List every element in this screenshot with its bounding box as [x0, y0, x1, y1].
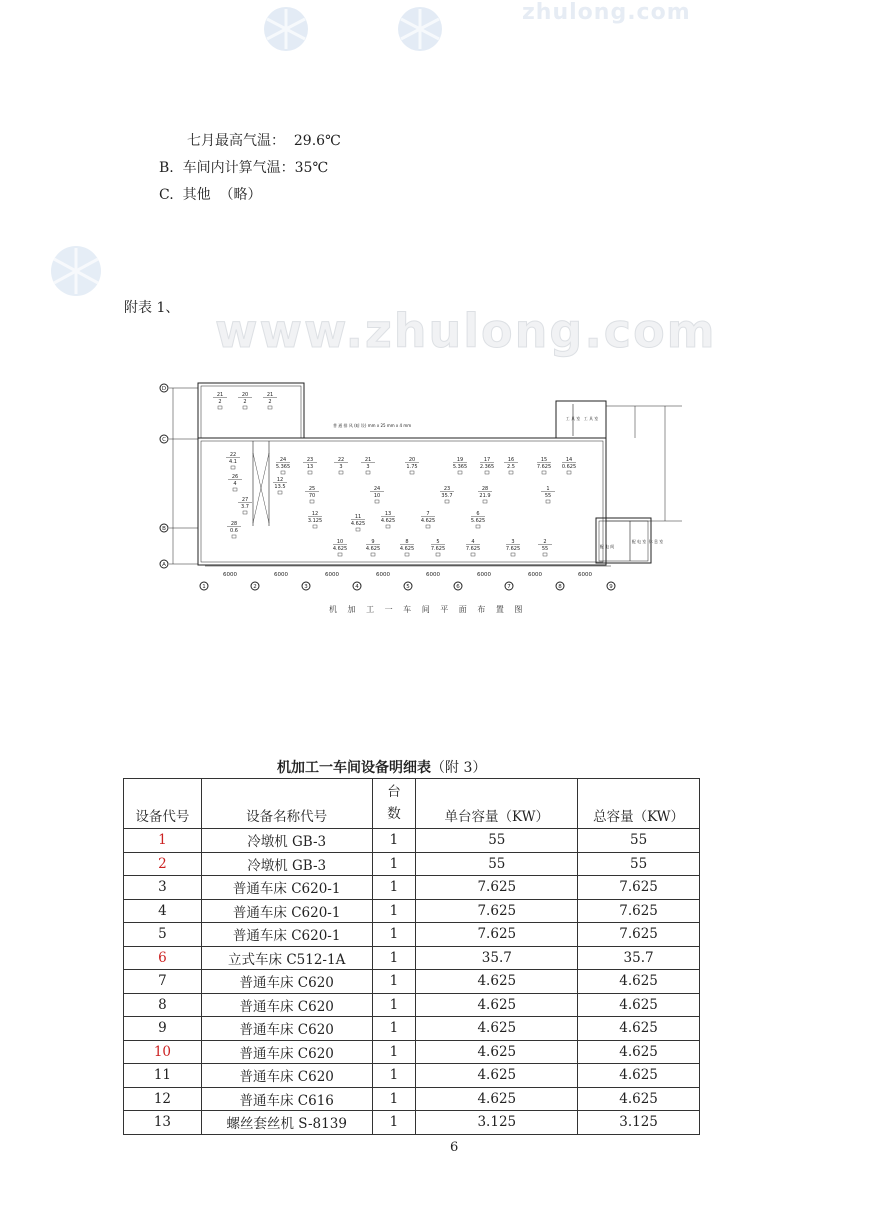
cell-code: 12	[124, 1087, 202, 1111]
axis-label-d: D	[161, 386, 167, 392]
svg-text:22: 22	[229, 452, 237, 458]
snowflake-watermark-icon	[252, 0, 320, 58]
machine-marker	[213, 392, 227, 409]
svg-text:2: 2	[543, 539, 547, 545]
svg-text:配 电 间: 配 电 间	[599, 544, 615, 549]
svg-text:24: 24	[279, 457, 287, 463]
machine-marker	[333, 539, 347, 556]
cell-unit: 55	[416, 852, 578, 876]
cell-name: 普通车床 C620	[201, 993, 372, 1017]
machine-marker	[541, 486, 555, 503]
machine-marker	[370, 486, 384, 503]
cell-count: 1	[372, 1040, 416, 1064]
cell-total: 35.7	[578, 946, 700, 970]
svg-text:17: 17	[483, 457, 491, 463]
svg-text:2: 2	[218, 399, 222, 405]
machine-marker	[303, 457, 317, 474]
svg-text:55: 55	[541, 546, 549, 552]
machine-marker	[504, 457, 518, 474]
svg-text:0.6: 0.6	[230, 528, 238, 534]
header-count: 台 数	[372, 779, 416, 829]
machine-marker	[562, 457, 576, 474]
svg-text:4.625: 4.625	[332, 546, 348, 552]
machine-marker	[351, 514, 365, 531]
cell-count: 1	[372, 876, 416, 900]
machine-marker	[366, 539, 380, 556]
machine-marker	[440, 486, 454, 503]
svg-text:6000: 6000	[578, 572, 592, 578]
svg-text:12: 12	[276, 477, 284, 483]
table-row	[124, 1111, 700, 1135]
cell-total: 55	[578, 852, 700, 876]
item-b-line: B. 车间内计算气温：35℃	[159, 160, 329, 176]
item-c-line: C. 其他 （略）	[159, 187, 262, 203]
machine-marker	[453, 457, 467, 474]
cell-total: 4.625	[578, 1040, 700, 1064]
svg-text:22: 22	[337, 457, 345, 463]
cell-name: 螺丝套丝机 S-8139	[201, 1111, 372, 1135]
cell-name: 普通车床 C620-1	[201, 899, 372, 923]
machine-marker	[226, 452, 240, 469]
table-row	[124, 829, 700, 853]
svg-text:6000: 6000	[528, 572, 542, 578]
cell-code: 10	[124, 1040, 202, 1064]
svg-text:13: 13	[306, 464, 314, 470]
svg-text:5.625: 5.625	[470, 518, 486, 524]
svg-text:2: 2	[243, 399, 247, 405]
machine-marker	[308, 511, 322, 528]
svg-text:4: 4	[471, 539, 475, 545]
cell-name: 普通车床 C620	[201, 1064, 372, 1088]
cell-total: 7.625	[578, 923, 700, 947]
svg-text:21: 21	[266, 392, 274, 398]
july-max-temp-line: 七月最高气温： 29.6℃	[187, 133, 341, 149]
svg-text:10: 10	[373, 493, 381, 499]
machine-marker	[405, 457, 419, 474]
svg-text:1: 1	[546, 486, 550, 492]
svg-text:19: 19	[456, 457, 464, 463]
svg-text:21: 21	[216, 392, 224, 398]
svg-text:3: 3	[304, 584, 308, 590]
svg-text:9: 9	[371, 539, 375, 545]
cell-name: 冷墩机 GB-3	[201, 829, 372, 853]
header-unit-kw: 单台容量（KW）	[416, 779, 578, 829]
machine-marker	[227, 521, 241, 538]
cell-unit: 4.625	[416, 1040, 578, 1064]
cell-count: 1	[372, 1087, 416, 1111]
cell-unit: 4.625	[416, 1064, 578, 1088]
header-code: 设备代号	[124, 779, 202, 829]
cell-count: 1	[372, 923, 416, 947]
machine-marker	[305, 486, 319, 503]
svg-text:23: 23	[443, 486, 451, 492]
table-row	[124, 993, 700, 1017]
cell-count: 1	[372, 970, 416, 994]
table-row	[124, 946, 700, 970]
svg-text:55: 55	[544, 493, 552, 499]
cell-total: 4.625	[578, 970, 700, 994]
cell-code: 6	[124, 946, 202, 970]
header-name: 设备名称代号	[201, 779, 372, 829]
cell-count: 1	[372, 852, 416, 876]
cell-count: 1	[372, 1064, 416, 1088]
svg-text:3: 3	[366, 464, 370, 470]
plan-caption: 机 加 工 一 车 间 平 面 布 置 图	[329, 605, 527, 614]
cell-total: 55	[578, 829, 700, 853]
cell-name: 普通车床 C620-1	[201, 876, 372, 900]
workshop-floor-plan	[155, 378, 685, 600]
cell-count: 1	[372, 1017, 416, 1041]
svg-text:20: 20	[241, 392, 249, 398]
svg-text:14: 14	[565, 457, 573, 463]
svg-text:2.365: 2.365	[479, 464, 495, 470]
cell-code: 8	[124, 993, 202, 1017]
cell-unit: 4.625	[416, 1017, 578, 1041]
cell-unit: 7.625	[416, 899, 578, 923]
cell-unit: 7.625	[416, 923, 578, 947]
cell-count: 1	[372, 829, 416, 853]
machine-marker	[400, 539, 414, 556]
svg-text:4: 4	[355, 584, 359, 590]
svg-text:4.625: 4.625	[420, 518, 436, 524]
machine-marker	[471, 511, 485, 528]
svg-text:5.365: 5.365	[275, 464, 291, 470]
table-row	[124, 852, 700, 876]
cell-unit: 4.625	[416, 993, 578, 1017]
svg-text:6000: 6000	[325, 572, 339, 578]
svg-text:4.625: 4.625	[399, 546, 415, 552]
machine-layer	[213, 392, 576, 556]
cell-count: 1	[372, 946, 416, 970]
svg-text:7.625: 7.625	[505, 546, 521, 552]
machine-marker	[421, 511, 435, 528]
equipment-table	[123, 778, 700, 1135]
svg-text:7: 7	[507, 584, 511, 590]
svg-text:15: 15	[540, 457, 548, 463]
svg-text:3: 3	[339, 464, 343, 470]
svg-text:21: 21	[364, 457, 372, 463]
machine-marker	[431, 539, 445, 556]
svg-text:21.9: 21.9	[479, 493, 491, 499]
table-row	[124, 899, 700, 923]
svg-text:7: 7	[426, 511, 430, 517]
machine-marker	[537, 457, 551, 474]
svg-text:27: 27	[241, 497, 249, 503]
svg-text:6: 6	[456, 584, 460, 590]
machine-marker	[506, 539, 520, 556]
machine-marker	[478, 486, 492, 503]
cell-code: 11	[124, 1064, 202, 1088]
svg-text:2.5: 2.5	[507, 464, 515, 470]
svg-text:6000: 6000	[426, 572, 440, 578]
cell-name: 普通车床 C620	[201, 1017, 372, 1041]
svg-text:70: 70	[308, 493, 316, 499]
page-number: 6	[450, 1140, 459, 1155]
svg-text:11: 11	[354, 514, 362, 520]
cell-code: 9	[124, 1017, 202, 1041]
svg-text:28: 28	[230, 521, 238, 527]
cell-unit: 4.625	[416, 970, 578, 994]
svg-text:3.7: 3.7	[241, 504, 249, 510]
svg-text:5.365: 5.365	[452, 464, 468, 470]
svg-text:配 电 室: 配 电 室	[631, 539, 647, 544]
cell-code: 13	[124, 1111, 202, 1135]
cell-unit: 55	[416, 829, 578, 853]
cell-unit: 4.625	[416, 1087, 578, 1111]
table-row	[124, 876, 700, 900]
svg-text:8: 8	[558, 584, 562, 590]
cell-count: 1	[372, 993, 416, 1017]
svg-text:13: 13	[384, 511, 392, 517]
axis-label-b: B	[162, 526, 166, 532]
top-note: 普 通 排 风 (暗 设) mm x 25 mm x 4 mm	[333, 423, 412, 428]
machine-marker	[228, 474, 242, 491]
table-row	[124, 923, 700, 947]
svg-text:26: 26	[231, 474, 239, 480]
cell-unit: 3.125	[416, 1111, 578, 1135]
table-row	[124, 970, 700, 994]
cell-total: 3.125	[578, 1111, 700, 1135]
cell-code: 1	[124, 829, 202, 853]
svg-text:6000: 6000	[274, 572, 288, 578]
cell-total: 4.625	[578, 1064, 700, 1088]
header-total-kw: 总容量（KW）	[578, 779, 700, 829]
watermark-middle: www.zhulong.com	[215, 304, 717, 358]
machine-marker	[480, 457, 494, 474]
svg-text:6: 6	[476, 511, 480, 517]
svg-text:16: 16	[507, 457, 515, 463]
cell-unit: 35.7	[416, 946, 578, 970]
cell-name: 普通车床 C616	[201, 1087, 372, 1111]
table-row	[124, 1017, 700, 1041]
cell-name: 普通车床 C620	[201, 970, 372, 994]
svg-text:4: 4	[233, 481, 237, 487]
table-row	[124, 1064, 700, 1088]
cell-code: 7	[124, 970, 202, 994]
svg-text:3.125: 3.125	[307, 518, 323, 524]
svg-text:2: 2	[253, 584, 257, 590]
machine-marker	[538, 539, 552, 556]
cell-code: 4	[124, 899, 202, 923]
svg-text:休 息 室: 休 息 室	[648, 539, 664, 544]
cell-total: 4.625	[578, 993, 700, 1017]
table-header-row	[124, 779, 700, 829]
table-row	[124, 1040, 700, 1064]
svg-text:12: 12	[311, 511, 319, 517]
cell-total: 7.625	[578, 899, 700, 923]
axis-label-a: A	[162, 562, 166, 568]
svg-text:4.625: 4.625	[365, 546, 381, 552]
svg-text:6000: 6000	[376, 572, 390, 578]
svg-text:7.625: 7.625	[430, 546, 446, 552]
cell-name: 普通车床 C620-1	[201, 923, 372, 947]
cell-code: 5	[124, 923, 202, 947]
machine-marker	[466, 539, 480, 556]
machine-marker	[334, 457, 348, 474]
svg-text:9: 9	[609, 584, 613, 590]
svg-text:8: 8	[405, 539, 409, 545]
cell-name: 立式车床 C512-1A	[201, 946, 372, 970]
svg-text:24: 24	[373, 486, 381, 492]
svg-text:5: 5	[406, 584, 410, 590]
svg-text:4.1: 4.1	[229, 459, 237, 465]
cell-count: 1	[372, 899, 416, 923]
cell-name: 普通车床 C620	[201, 1040, 372, 1064]
machine-marker	[276, 457, 290, 474]
watermark-top: zhulong.com	[522, 0, 691, 25]
svg-text:7.625: 7.625	[536, 464, 552, 470]
svg-text:工 具 室: 工 具 室	[565, 416, 581, 421]
svg-text:0.625: 0.625	[561, 464, 577, 470]
svg-text:6000: 6000	[477, 572, 491, 578]
svg-text:23: 23	[306, 457, 314, 463]
svg-text:3: 3	[511, 539, 515, 545]
machine-marker	[263, 392, 277, 409]
svg-text:5: 5	[436, 539, 440, 545]
table-title: 机加工一车间设备明细表（附 3）	[277, 760, 487, 776]
machine-marker	[238, 497, 252, 514]
svg-text:工 具 室: 工 具 室	[583, 416, 599, 421]
svg-text:10: 10	[336, 539, 344, 545]
cell-code: 2	[124, 852, 202, 876]
table-row	[124, 1087, 700, 1111]
svg-text:1.75: 1.75	[406, 464, 418, 470]
svg-text:4.625: 4.625	[350, 521, 366, 527]
machine-marker	[361, 457, 375, 474]
svg-text:25: 25	[308, 486, 316, 492]
svg-text:7.625: 7.625	[465, 546, 481, 552]
machine-marker	[381, 511, 395, 528]
svg-text:2: 2	[268, 399, 272, 405]
cell-unit: 7.625	[416, 876, 578, 900]
svg-text:20: 20	[408, 457, 416, 463]
svg-text:1: 1	[202, 584, 206, 590]
cell-total: 4.625	[578, 1017, 700, 1041]
svg-text:6000: 6000	[223, 572, 237, 578]
machine-marker	[238, 392, 252, 409]
svg-text:4.625: 4.625	[380, 518, 396, 524]
cell-total: 7.625	[578, 876, 700, 900]
svg-text:28: 28	[481, 486, 489, 492]
snowflake-watermark-icon	[40, 238, 112, 304]
svg-text:35.7: 35.7	[441, 493, 453, 499]
cell-code: 3	[124, 876, 202, 900]
cell-total: 4.625	[578, 1087, 700, 1111]
svg-text:13.5: 13.5	[274, 484, 286, 490]
appendix-label: 附表 1、	[124, 300, 180, 316]
cell-count: 1	[372, 1111, 416, 1135]
axis-label-c: C	[162, 437, 166, 443]
machine-marker	[273, 477, 287, 494]
snowflake-watermark-icon	[386, 0, 454, 58]
cell-name: 冷墩机 GB-3	[201, 852, 372, 876]
